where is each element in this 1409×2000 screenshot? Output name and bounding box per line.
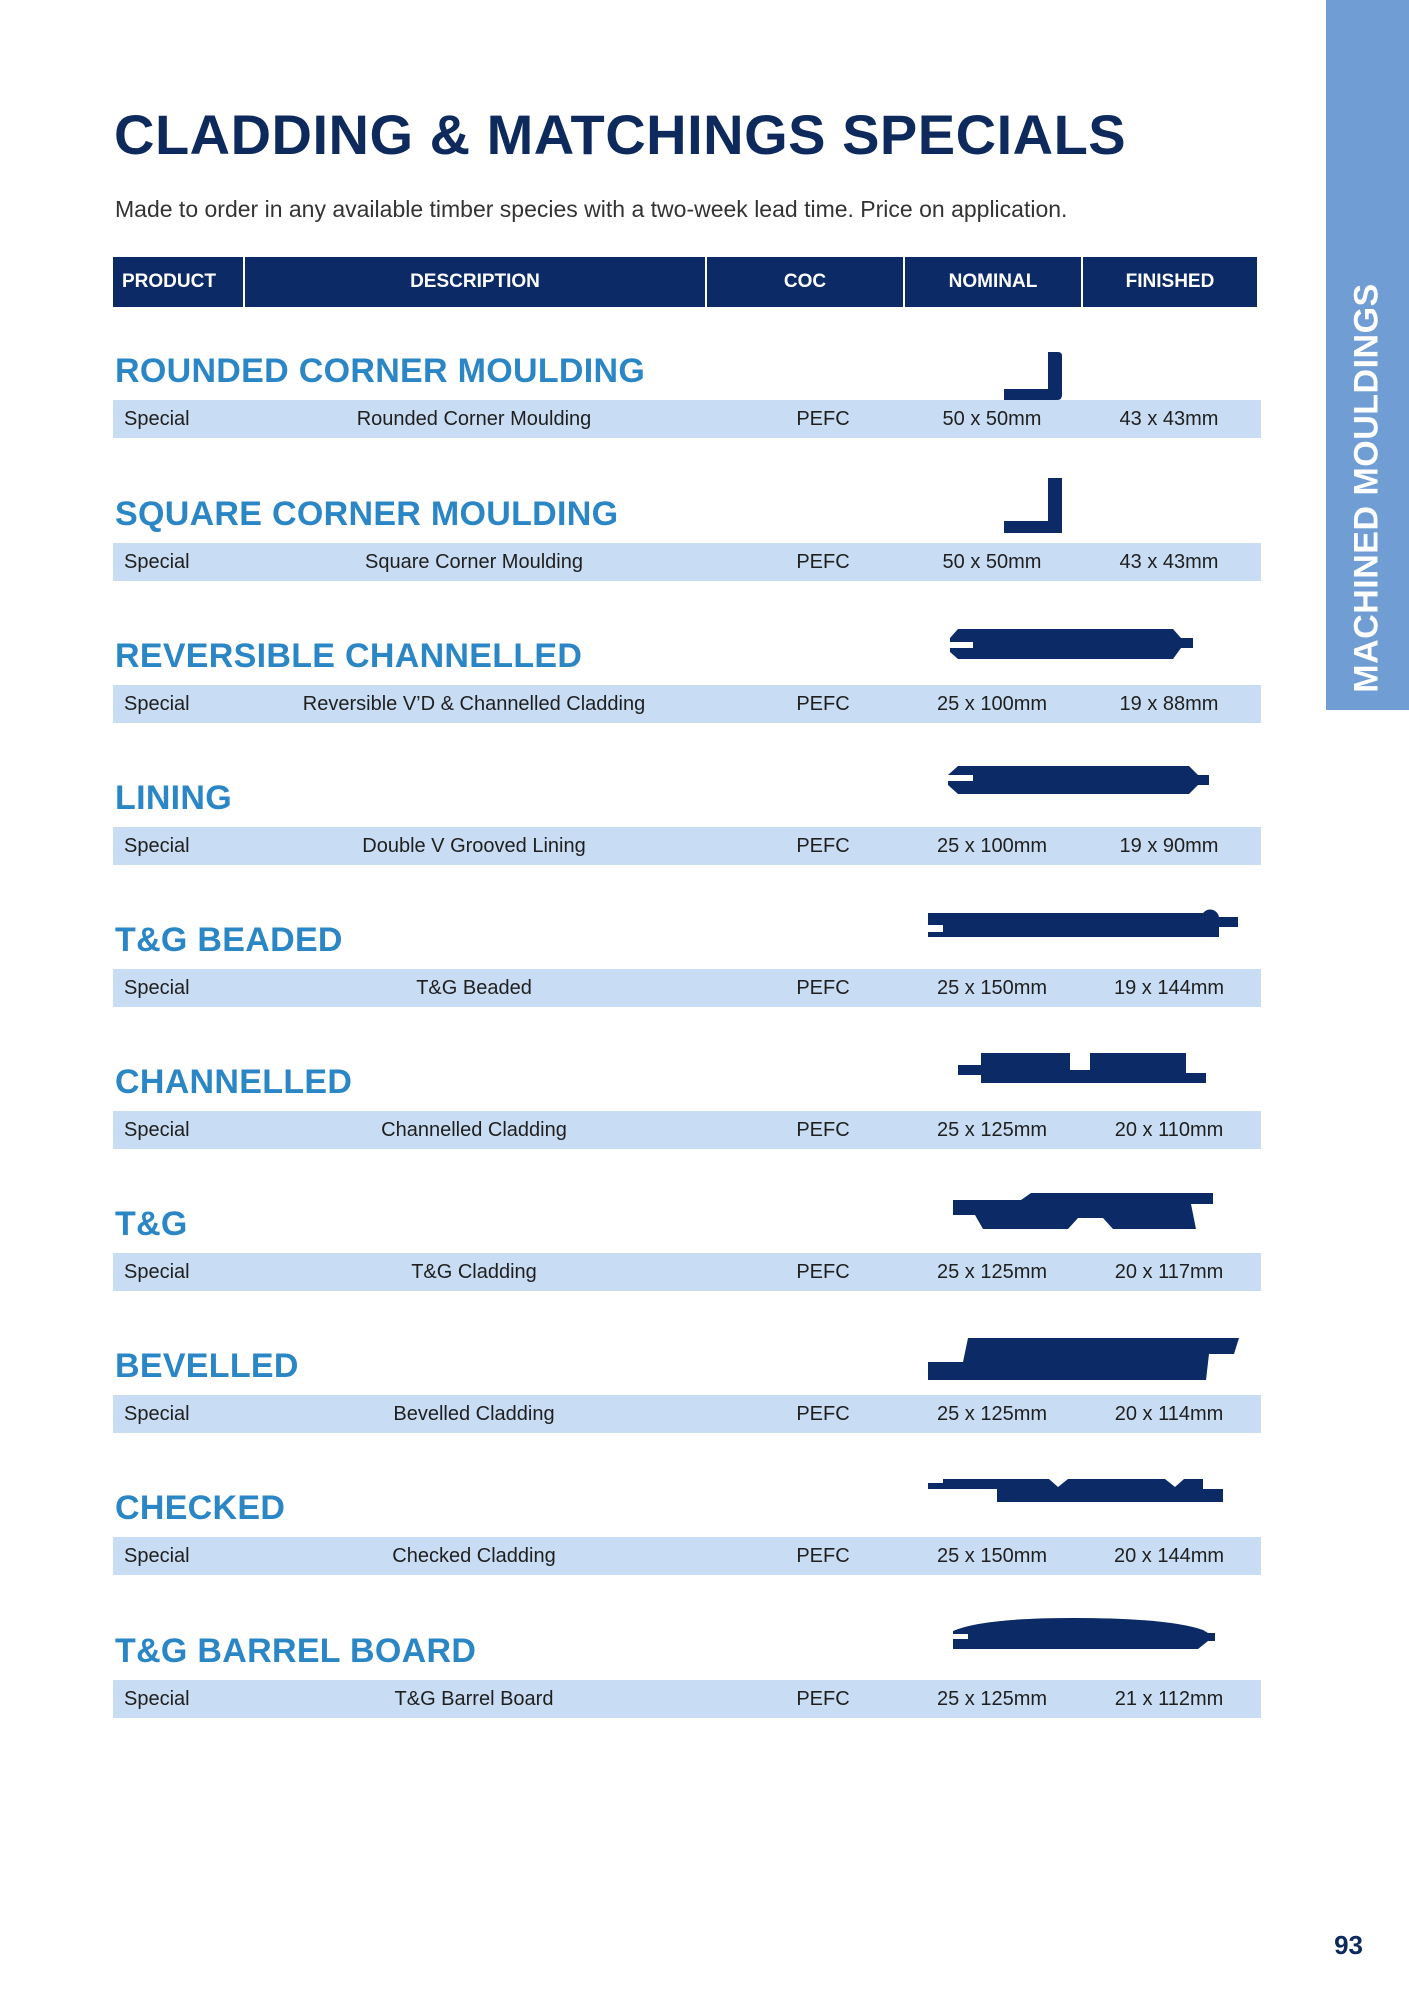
table-row — [113, 685, 1261, 723]
cell-product: Special — [124, 551, 190, 573]
barrel-board-profile-icon — [113, 1632, 1261, 1680]
cell-coc: PEFC — [796, 835, 850, 857]
cell-product: Special — [124, 1403, 190, 1425]
corner-profile-icon — [113, 352, 1261, 400]
cell-description: Bevelled Cladding — [393, 1403, 555, 1425]
section-title: T&G BARREL BOARD — [115, 1632, 477, 1670]
table-row — [113, 1253, 1261, 1291]
column-header-coc: COC — [705, 257, 903, 307]
product-section-checked — [113, 1489, 1261, 1599]
cell-coc: PEFC — [796, 693, 850, 715]
product-section-channelled — [113, 1063, 1261, 1173]
cell-finished: 20 x 110mm — [1114, 1119, 1224, 1141]
cell-finished: 19 x 90mm — [1119, 835, 1219, 857]
cell-coc: PEFC — [796, 551, 850, 573]
section-title: BEVELLED — [115, 1347, 299, 1385]
product-section-rounded-corner-moulding — [113, 352, 1261, 462]
page-subtitle: Made to order in any available timber species with a two-week lead time. Price on application. — [115, 196, 1068, 222]
product-section-tg — [113, 1205, 1261, 1315]
cell-nominal: 50 x 50mm — [942, 408, 1042, 430]
column-header-description: DESCRIPTION — [243, 257, 705, 307]
cell-coc: PEFC — [796, 1403, 850, 1425]
cell-description: T&G Barrel Board — [394, 1688, 554, 1710]
cell-finished: 20 x 144mm — [1113, 1545, 1225, 1567]
cell-product: Special — [124, 1261, 190, 1283]
cell-nominal: 25 x 100mm — [936, 835, 1048, 857]
table-row — [113, 1680, 1261, 1718]
cell-product: Special — [124, 1545, 190, 1567]
product-section-square-corner-moulding — [113, 495, 1261, 605]
cell-description: T&G Beaded — [416, 977, 532, 999]
cell-finished: 21 x 112mm — [1114, 1688, 1224, 1710]
cell-description: Square Corner Moulding — [365, 551, 583, 573]
cell-finished: 43 x 43mm — [1119, 408, 1219, 430]
checked-profile-icon — [113, 1489, 1261, 1537]
cell-finished: 20 x 117mm — [1114, 1261, 1224, 1283]
cell-product: Special — [124, 835, 190, 857]
cell-nominal: 25 x 125mm — [936, 1403, 1048, 1425]
lining-profile-icon — [113, 779, 1261, 827]
table-row — [113, 827, 1261, 865]
table-row — [113, 1537, 1261, 1575]
cell-nominal: 25 x 150mm — [936, 977, 1048, 999]
cell-product: Special — [124, 1119, 190, 1141]
cell-nominal: 25 x 150mm — [936, 1545, 1048, 1567]
cell-coc: PEFC — [796, 408, 850, 430]
page-number: 93 — [1334, 1930, 1363, 1960]
cell-finished: 20 x 114mm — [1114, 1403, 1224, 1425]
cell-finished: 43 x 43mm — [1119, 551, 1219, 573]
cell-product: Special — [124, 1688, 190, 1710]
section-title: SQUARE CORNER MOULDING — [115, 495, 619, 533]
cell-coc: PEFC — [796, 1119, 850, 1141]
cell-product: Special — [124, 408, 190, 430]
section-title: REVERSIBLE CHANNELLED — [115, 637, 583, 675]
cell-description: Reversible V’D & Channelled Cladding — [302, 693, 646, 715]
cell-finished: 19 x 144mm — [1113, 977, 1225, 999]
table-row — [113, 400, 1261, 438]
section-title: T&G — [115, 1205, 188, 1243]
product-section-bevelled — [113, 1347, 1261, 1457]
section-title: CHECKED — [115, 1489, 286, 1527]
cell-nominal: 25 x 125mm — [936, 1688, 1048, 1710]
table-row — [113, 1395, 1261, 1433]
section-title: CHANNELLED — [115, 1063, 353, 1101]
product-section-tg-beaded — [113, 921, 1261, 1031]
cell-coc: PEFC — [796, 977, 850, 999]
cell-description: T&G Cladding — [411, 1261, 537, 1283]
channelled-profile-icon — [113, 637, 1261, 685]
tongue-groove-profile-icon — [113, 1205, 1261, 1253]
cell-coc: PEFC — [796, 1545, 850, 1567]
cell-nominal: 50 x 50mm — [942, 551, 1042, 573]
product-section-reversible-channelled — [113, 637, 1261, 747]
product-section-tg-barrel-board — [113, 1632, 1261, 1742]
section-title: ROUNDED CORNER MOULDING — [115, 352, 646, 390]
cell-coc: PEFC — [796, 1688, 850, 1710]
page-title: CLADDING & MATCHINGS SPECIALS — [114, 103, 1127, 166]
cell-coc: PEFC — [796, 1261, 850, 1283]
channelled-profile-icon — [113, 1063, 1261, 1111]
table-row — [113, 969, 1261, 1007]
cell-finished: 19 x 88mm — [1119, 693, 1219, 715]
column-header-finished: FINISHED — [1081, 257, 1257, 307]
section-title: LINING — [115, 779, 233, 817]
cell-description: Checked Cladding — [392, 1545, 556, 1567]
cell-description: Channelled Cladding — [381, 1119, 567, 1141]
cell-product: Special — [124, 693, 190, 715]
side-tab-label: MACHINED MOULDINGS — [1347, 283, 1386, 693]
column-header-nominal: NOMINAL — [903, 257, 1081, 307]
cell-product: Special — [124, 977, 190, 999]
cell-nominal: 25 x 125mm — [936, 1119, 1048, 1141]
table-row — [113, 543, 1261, 581]
table-row — [113, 1111, 1261, 1149]
product-section-lining — [113, 779, 1261, 889]
cell-description: Rounded Corner Moulding — [356, 408, 592, 430]
bevelled-profile-icon — [113, 1347, 1261, 1395]
cell-nominal: 25 x 125mm — [936, 1261, 1048, 1283]
table-header — [113, 257, 1257, 307]
column-header-product: PRODUCT — [122, 271, 216, 292]
beaded-profile-icon — [113, 921, 1261, 969]
cell-description: Double V Grooved Lining — [362, 835, 586, 857]
section-title: T&G BEADED — [115, 921, 343, 959]
cell-nominal: 25 x 100mm — [936, 693, 1048, 715]
corner-profile-icon — [113, 495, 1261, 543]
